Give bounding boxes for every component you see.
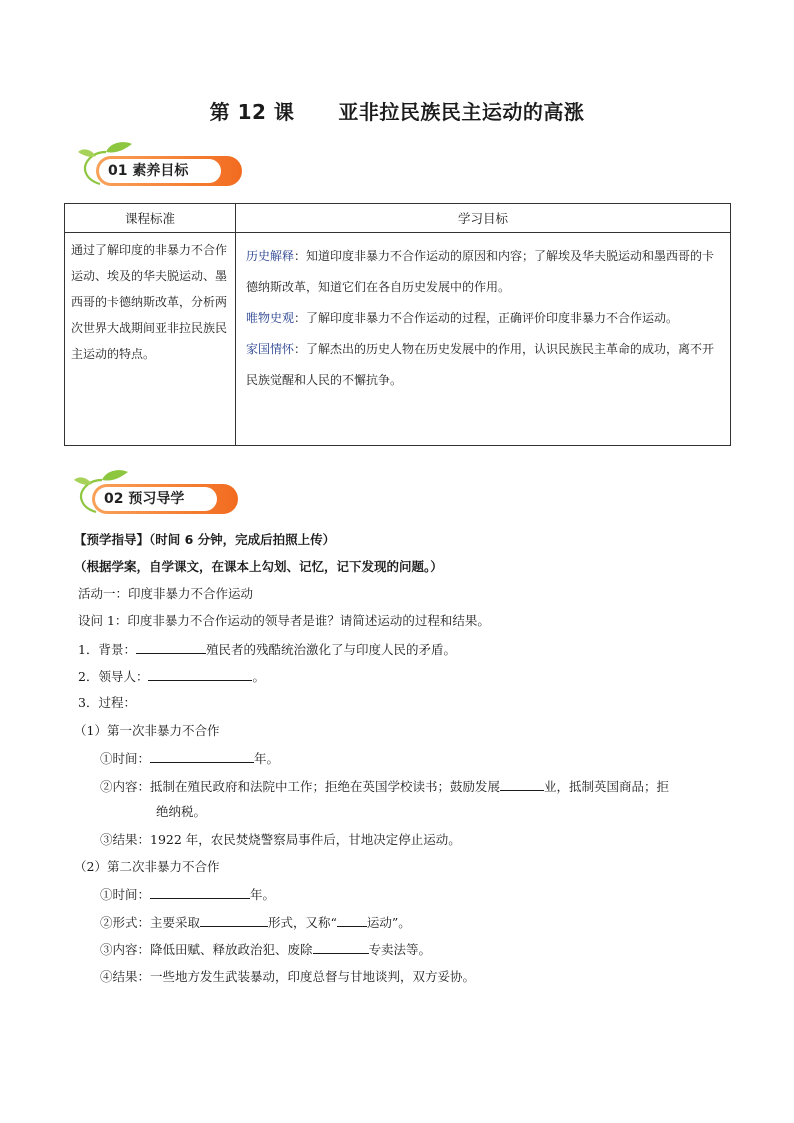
goal-item (246, 334, 720, 396)
goal-key: 历史解释 (246, 249, 295, 263)
standard-text: 通过了解印度的非暴力不合作运动、埃及的华夫脱运动、墨西哥的卡德纳斯改革，分析两次世界大战期间亚非拉民族民主运动的特点。 (71, 243, 228, 361)
goal-text: ：知道印度非暴力不合作运动的原因和内容；了解埃及华夫脱运动和墨西哥的卡德纳斯改革，知道它们在各自历史发展中的作用。 (246, 249, 715, 294)
table-header-row (65, 204, 731, 233)
page-title (0, 96, 794, 125)
header-standard: 课程标准 (65, 204, 236, 233)
fill-blank-background[interactable] (136, 640, 206, 654)
goal-key: 唯物史观 (246, 311, 295, 325)
standard-cell (65, 233, 236, 446)
first-time: ①时间： 年。 (100, 751, 280, 766)
goal-item (246, 303, 720, 334)
second-result: ④结果：一些地方发生武装暴动，印度总督与甘地谈判，双方妥协。 (100, 969, 476, 984)
header-goals: 学习目标 (236, 204, 731, 233)
item-leader: 2．领导人： 。 (78, 669, 265, 684)
table-row (65, 233, 731, 446)
second-campaign: （2）第二次非暴力不合作 (74, 859, 220, 874)
guide-instruction: （根据学案，自学课文，在课本上勾划、记忆，记下发现的问题。） (74, 559, 443, 574)
first-content-line2: 绝纳税。 (156, 804, 207, 819)
lesson-number: 第 12 课 (209, 100, 295, 124)
first-campaign: （1）第一次非暴力不合作 (74, 723, 220, 738)
second-time: ①时间： 年。 (100, 887, 276, 902)
section-label: 02 预习导学 (104, 491, 185, 507)
guide-heading: 【预学指导】（时间 6 分钟，完成后拍照上传） (74, 532, 336, 547)
goals-cell (236, 233, 731, 446)
item-process: 3．过程： (78, 695, 136, 710)
fill-blank-second-form[interactable] (200, 913, 268, 927)
goal-text: ：了解杰出的历史人物在历史发展中的作用，认识民族民主革命的成功，离不开民族觉醒和人民的不懈抗争。 (246, 342, 715, 387)
fill-blank-first-content[interactable] (500, 777, 544, 791)
activity-title: 活动一：印度非暴力不合作运动 (78, 586, 254, 601)
goal-text: ：了解印度非暴力不合作运动的过程，正确评价印度非暴力不合作运动。 (294, 311, 679, 325)
second-form: ②形式：主要采取 形式，又称“ 运动”。 (100, 915, 411, 930)
question-text: 设问 1：印度非暴力不合作运动的领导者是谁？请简述运动的过程和结果。 (78, 613, 490, 628)
goals-table (64, 203, 731, 446)
section-label: 01 素养目标 (108, 163, 189, 179)
item-background: 1．背景： 殖民者的残酷统治激化了与印度人民的矛盾。 (78, 642, 456, 657)
first-result: ③结果：1922 年，农民焚烧警察局事件后，甘地决定停止运动。 (100, 832, 461, 847)
first-content: ②内容：抵制在殖民政府和法院中工作；拒绝在英国学校读书；鼓励发展 业，抵制英国商品；拒 (100, 779, 670, 794)
section-badge-goals (74, 140, 244, 196)
fill-blank-leader[interactable] (148, 667, 252, 681)
fill-blank-first-time[interactable] (150, 749, 254, 763)
lesson-name: 亚非拉民族民主运动的高涨 (338, 100, 585, 124)
section-badge-preview (70, 468, 240, 524)
goal-item (246, 241, 720, 303)
goal-key: 家国情怀 (246, 342, 295, 356)
fill-blank-second-content[interactable] (313, 940, 369, 954)
fill-blank-second-time[interactable] (150, 885, 250, 899)
second-content: ③内容：降低田赋、释放政治犯、废除 专卖法等。 (100, 942, 432, 957)
fill-blank-second-alias[interactable] (337, 913, 367, 927)
